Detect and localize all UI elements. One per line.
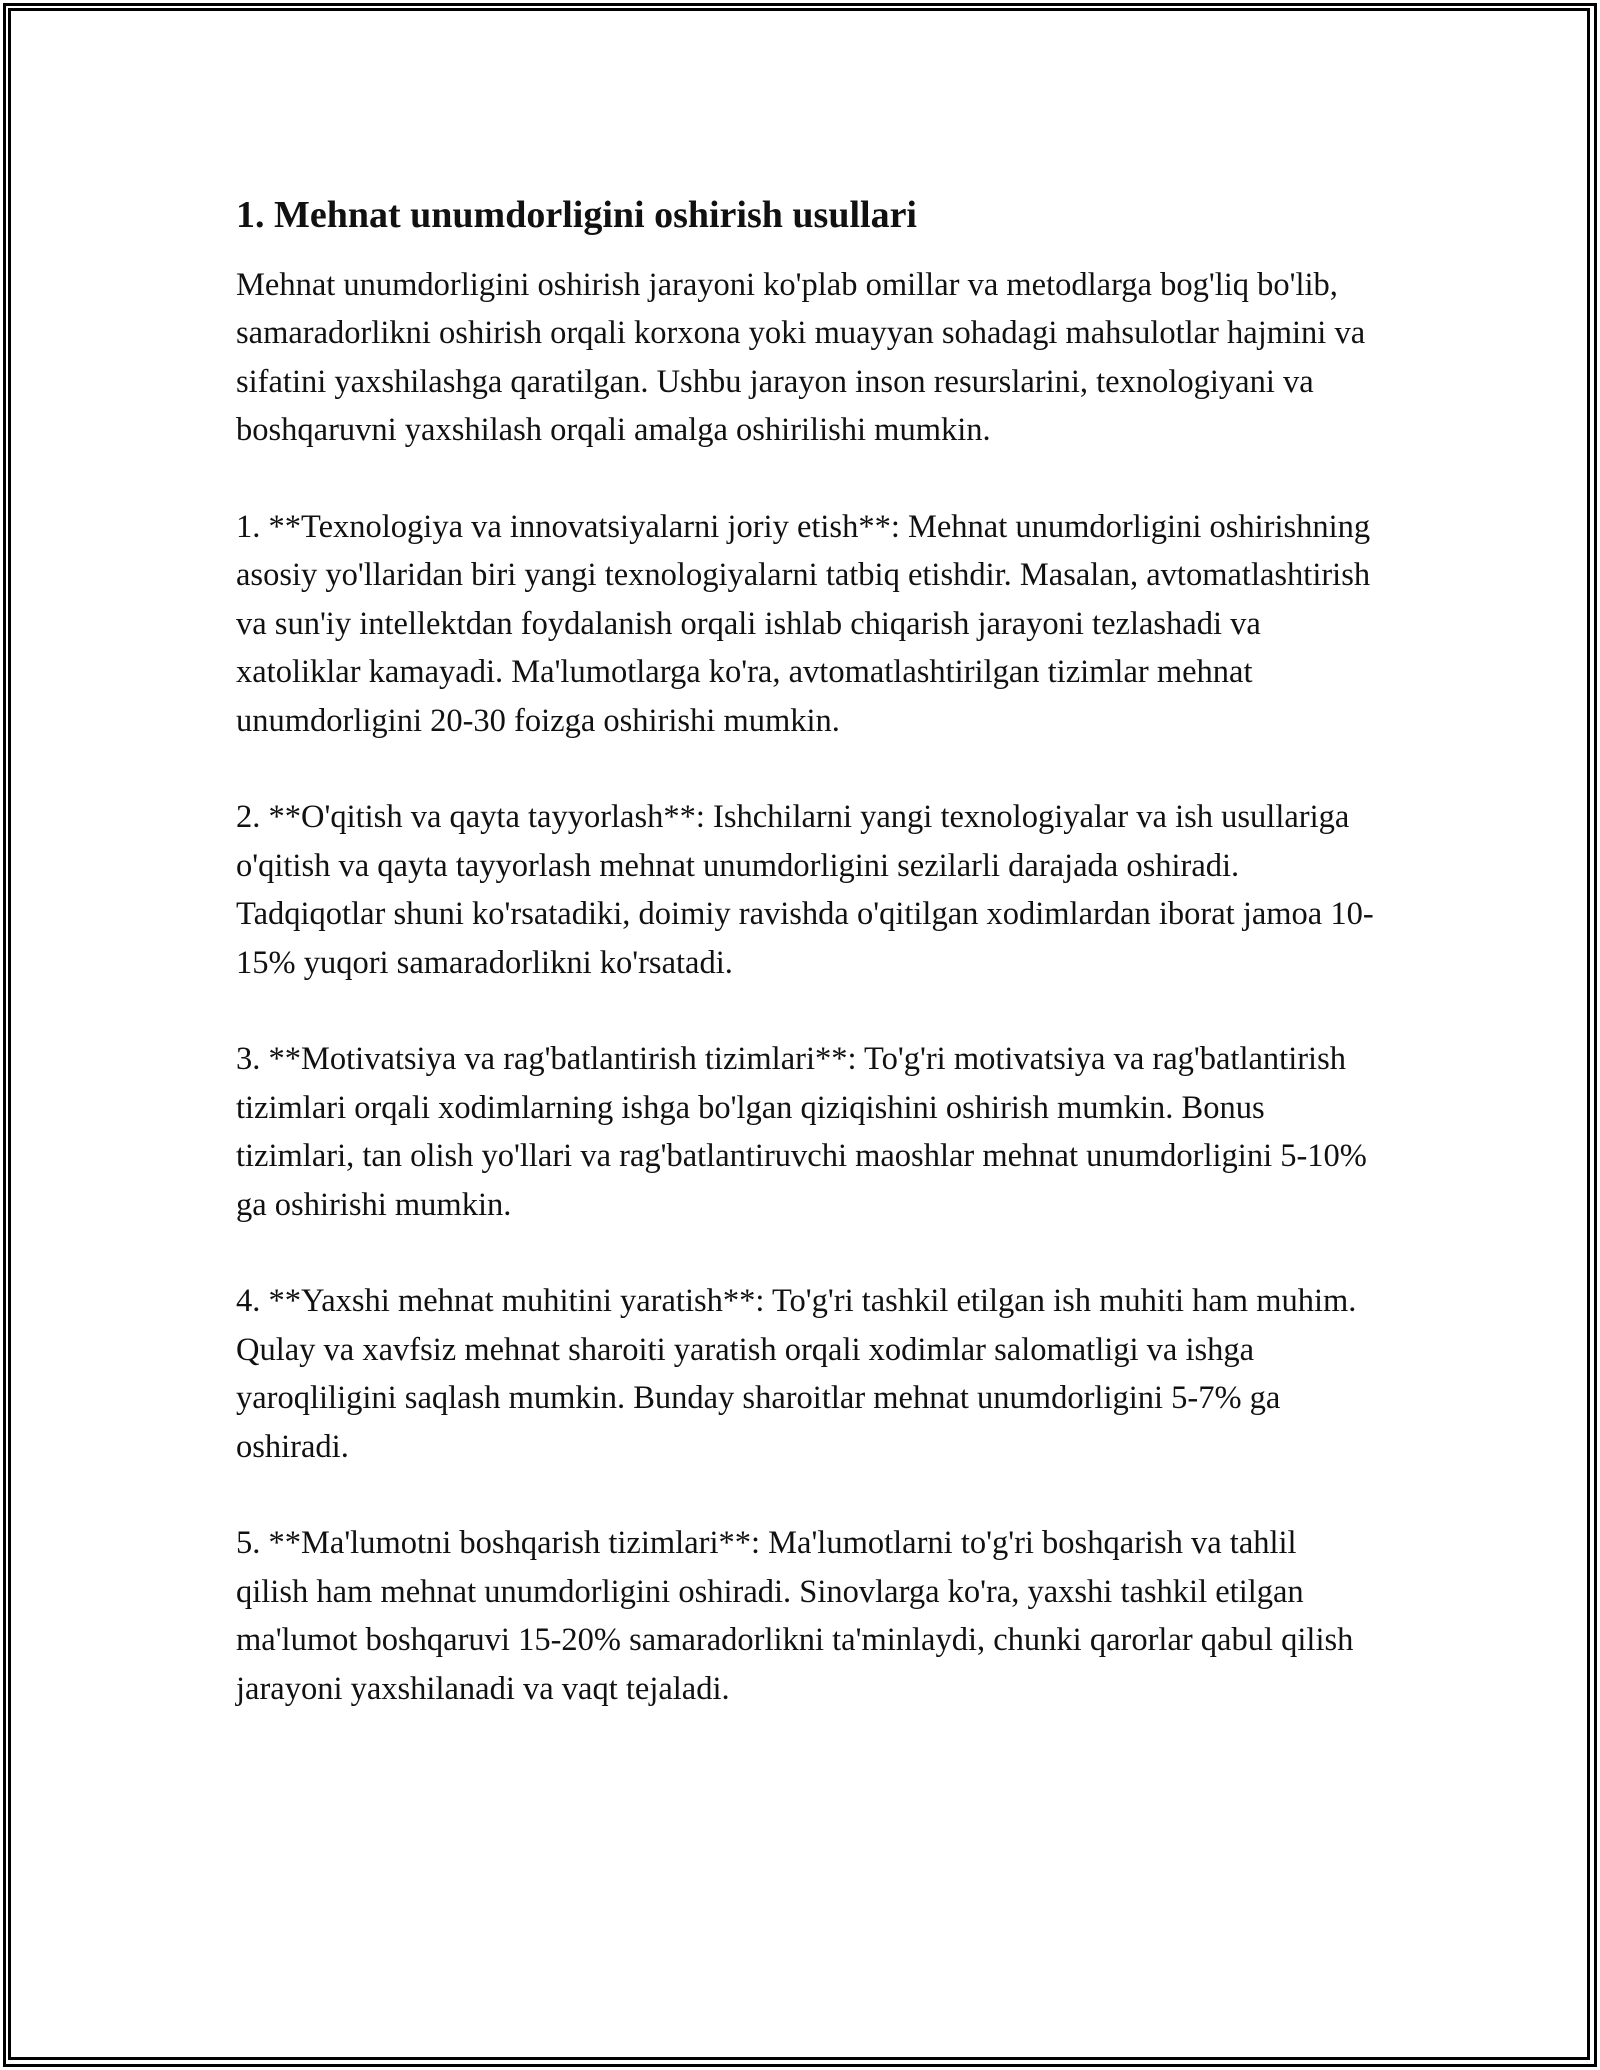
document-body [236, 185, 1376, 1762]
list-item-motivation: 3. **Motivatsiya va rag'batlantirish tizimlari**: To'g'ri motivatsiya va rag'batlantirish tizimlari orqali xodimlarning ishga bo'lgan qiziqishini oshirish mumkin. Bonus tizimlari, tan olish yo'llari va rag'batlantiruvchi maoshlar mehnat unumdorligini 5-10% ga oshirishi mumkin. [236, 1041, 1367, 1223]
list-item-technology: 1. **Texnologiya va innovatsiyalarni joriy etish**: Mehnat unumdorligini oshirishning asosiy yo'llaridan biri yangi texnologiyalarni tatbiq etishdir. Masalan, avtomatlashtirish va sun'iy intellektdan foydalanish orqali ishlab chiqarish jarayoni tezlashadi va xatoliklar kamayadi. Ma'lumotlarga ko'ra, avtomatlashtirilgan tizimlar mehnat unumdorligini 20-30 foizga oshirishi mumkin. [236, 509, 1371, 739]
list-item-data-management: 5. **Ma'lumotni boshqarish tizimlari**: Ma'lumotlarni to'g'ri boshqarish va tahlil qilish ham mehnat unumdorligini oshiradi. Sinovlarga ko'ra, yaxshi tashkil etilgan ma'lumot boshqaruvi 15-20% samaradorlikni ta'minlaydi, chunki qarorlar qabul qilish jarayoni yaxshilanadi va vaqt tejaladi. [236, 1525, 1354, 1707]
intro-paragraph: Mehnat unumdorligini oshirish jarayoni ko'plab omillar va metodlarga bog'liq bo'lib, samaradorlikni oshirish orqali korxona yoki muayyan sohadagi mahsulotlar hajmini va sifatini yaxshilashga qaratilgan. Ushbu jarayon inson resurslarini, texnologiyani va boshqaruvni yaxshilash orqali amalga oshirilishi mumkin. [236, 267, 1366, 449]
list-item-training: 2. **O'qitish va qayta tayyorlash**: Ishchilarni yangi texnologiyalar va ish usullariga o'qitish va qayta tayyorlash mehnat unumdorligini sezilarli darajada oshiradi. Tadqiqotlar shuni ko'rsatadiki, doimiy ravishda o'qitilgan xodimlardan iborat jamoa 10-15% yuqori samaradorlikni ko'rsatadi. [236, 799, 1374, 981]
list-item-work-environment: 4. **Yaxshi mehnat muhitini yaratish**: To'g'ri tashkil etilgan ish muhiti ham muhim. Qulay va xavfsiz mehnat sharoiti yaratish orqali xodimlar salomatligi va ishga yaroqliligini saqlash mumkin. Bunday sharoitlar mehnat unumdorligini 5-7% ga oshiradi. [236, 1283, 1357, 1465]
document-title: 1. Mehnat unumdorligini oshirish usullari [236, 194, 917, 236]
